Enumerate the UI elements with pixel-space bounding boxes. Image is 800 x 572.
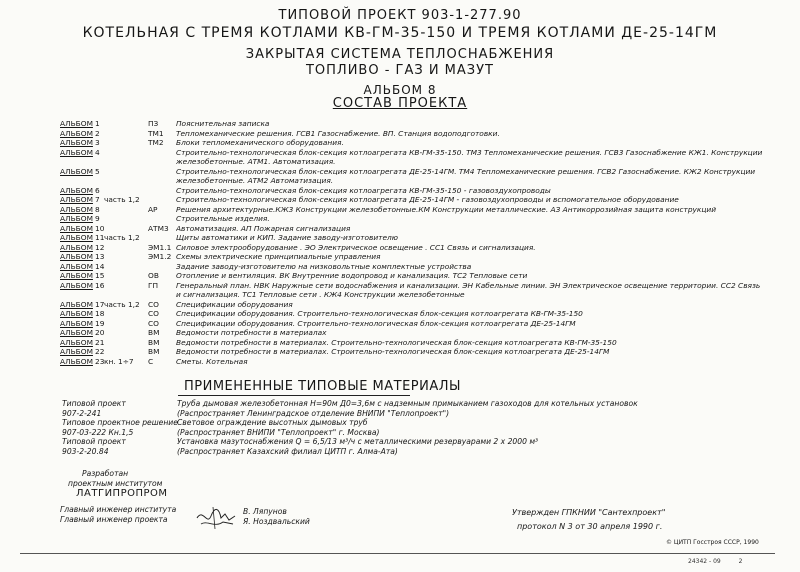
section-underline	[178, 395, 410, 396]
album-row	[0, 129, 800, 139]
album-description: Блоки тепломеханического оборудования.	[176, 138, 344, 147]
album-number: 16	[95, 280, 105, 290]
album-code: АР	[148, 204, 158, 214]
institute-name: ЛАТГИПРОПРОМ	[76, 488, 168, 499]
album-number: 3	[95, 138, 100, 147]
album-code: ГП	[148, 280, 159, 290]
album-code: СО	[148, 299, 159, 309]
developed-label: Разработан	[82, 469, 129, 478]
album-description: Строительно-технологическая блок-секция котлоагрегата ДЕ-25-14ГМ - газовоздухопроводы и вспомогательное оборудование	[176, 195, 679, 204]
album-part: часть 1,2	[104, 299, 140, 309]
album-description: Пояснительная записка	[176, 119, 270, 128]
album-number: 9	[95, 214, 100, 223]
composition-heading: СОСТАВ ПРОЕКТА	[332, 96, 468, 111]
album-label: АЛЬБОМ	[60, 271, 93, 280]
album-description: и сигнализация. ТС1 Тепловые сети . КЖ4 Конструкции железобетонные	[176, 290, 465, 299]
applied-description: Установка мазутоснабжения Q = 6,5/13 м³/ч с металлическими резервуарами 2 х 2000 м³	[177, 437, 539, 447]
album-number: 15	[95, 271, 105, 280]
album-row	[0, 319, 800, 329]
album-number: 10	[95, 223, 105, 233]
album-number: 1	[95, 119, 100, 128]
album-label: АЛЬБОМ	[60, 147, 93, 157]
album-row	[0, 167, 800, 177]
album-row	[0, 119, 800, 129]
album-label: АЛЬБОМ	[60, 280, 93, 290]
album-code: ВМ	[148, 347, 160, 356]
album-row	[0, 281, 800, 291]
signature-image	[195, 504, 237, 530]
album-description: Ведомости потребности в материалах	[176, 328, 327, 337]
album-title: АЛЬБОМ 8	[363, 83, 437, 97]
album-code: ПЗ	[148, 119, 159, 128]
album-description: Строительно-технологическая блок-секция котлоагрегата КВ-ГМ-35-150. ТМ3 Тепломеханические решения. ГСВ3 Газоснабжение КЖ1. Конструкции	[176, 147, 763, 157]
album-label: АЛЬБОМ	[60, 299, 93, 309]
album-label: АЛЬБОМ	[60, 214, 93, 223]
album-number: 2	[95, 128, 100, 138]
album-row	[0, 138, 800, 148]
album-number: 7	[95, 195, 100, 204]
album-row	[0, 214, 800, 224]
album-row	[0, 271, 800, 281]
album-label: АЛЬБОМ	[60, 223, 93, 233]
signer-name-2: Я. Ноздвальский	[243, 517, 310, 526]
album-description: Ведомости потребности в материалах. Строительно-технологическая блок-секция котлоагрегата КВ-ГМ-35-150	[176, 337, 617, 347]
album-description: Строительные изделия.	[176, 214, 270, 223]
applied-materials-title: ПРИМЕНЕННЫЕ ТИПОВЫЕ МАТЕРИАЛЫ	[184, 379, 462, 394]
album-number: 6	[95, 185, 100, 195]
album-description: железобетонные. АТМ1. Автоматизация.	[176, 157, 336, 166]
album-description: Тепломеханические решения. ГСВ1 Газоснабжение. ВП. Станция водоподготовки.	[176, 128, 500, 138]
chief-engineer-project: Главный инженер проекта	[60, 515, 168, 524]
album-row	[0, 195, 800, 205]
album-row	[0, 224, 800, 234]
album-description: Автоматизация. АП Пожарная сигнализация	[176, 223, 351, 233]
signer-name-1: В. Ляпунов	[243, 507, 287, 516]
album-code: СО	[148, 318, 159, 328]
album-description: Схемы электрические принципиальные управления	[176, 252, 381, 261]
album-number: 12	[95, 242, 105, 252]
fuel-type: ТОПЛИВО - ГАЗ И МАЗУТ	[305, 63, 494, 78]
applied-label: 903-2-20.84	[62, 447, 109, 456]
album-number: 8	[95, 204, 100, 214]
bottom-border	[20, 553, 775, 554]
album-code: АТМ3	[148, 223, 169, 233]
album-description: Решения архитектурные.КЖ3 Конструкции железобетонные.КМ Конструкции металлические. АЗ Антикоррозийная защита конструкций	[176, 204, 717, 214]
album-description: Ведомости потребности в материалах. Строительно-технологическая блок-секция котлоагрегата ДЕ-25-14ГМ	[176, 347, 610, 356]
applied-label: Типовое проектное решение	[62, 418, 178, 428]
album-row	[0, 252, 800, 262]
album-row	[0, 148, 800, 158]
album-part: часть 1,2	[104, 195, 140, 204]
album-description: Спецификации оборудования	[176, 299, 293, 309]
album-number: 21	[95, 337, 105, 347]
project-number: ТИПОВОЙ ПРОЕКТ 903-1-277.90	[278, 8, 522, 23]
album-part: кн. 1÷7	[104, 356, 134, 366]
album-label: АЛЬБОМ	[60, 204, 93, 214]
album-code: ЭМ1.2	[148, 252, 172, 261]
album-number: 5	[95, 166, 100, 176]
album-number: 23	[95, 356, 105, 366]
album-row	[0, 357, 800, 367]
album-description: Щиты автоматики и КИП. Задание заводу-изготовителю	[176, 233, 398, 242]
album-part: часть 1,2	[104, 233, 140, 242]
album-row	[0, 157, 800, 167]
album-description: Строительно-технологическая блок-секция котлоагрегата КВ-ГМ-35-150 - газовоздухопроводы	[176, 185, 551, 195]
album-label: АЛЬБОМ	[60, 347, 93, 356]
album-description: Задание заводу-изготовителю на низковольтные комплектные устройства	[176, 261, 472, 271]
album-number: 4	[95, 147, 100, 157]
project-title: КОТЕЛЬНАЯ С ТРЕМЯ КОТЛАМИ КВ-ГМ-35-150 И ТРЕМЯ КОТЛАМИ ДЕ-25-14ГМ	[82, 25, 718, 41]
album-label: АЛЬБОМ	[60, 233, 93, 242]
album-code: ТМ2	[148, 138, 164, 147]
sheet-number	[688, 558, 742, 565]
applied-label: Типовой проект	[62, 437, 126, 447]
institute-label: проектным институтом	[68, 479, 163, 488]
album-number: 11	[95, 233, 105, 242]
album-description: Силовое электрооборудование . ЭО Электрическое освещение . СС1 Связь и сигнализация.	[176, 242, 536, 252]
album-label: АЛЬБОМ	[60, 328, 93, 337]
album-number: 14	[95, 261, 105, 271]
album-code: ТМ1	[148, 128, 164, 138]
album-description: Генеральный план. НВК Наружные сети водоснабжения и канализации. ЭН Кабельные линии. ЭН Электрическое освещение территории. СС2 Связь	[176, 280, 761, 290]
album-description: Отопление и вентиляция. ВК Внутренние водопровод и канализация. ТС2 Тепловые сети	[176, 271, 528, 280]
heating-system: ЗАКРЫТАЯ СИСТЕМА ТЕПЛОСНАБЖЕНИЯ	[245, 47, 555, 62]
album-label: АЛЬБОМ	[60, 128, 93, 138]
album-label: АЛЬБОМ	[60, 119, 93, 128]
album-label: АЛЬБОМ	[60, 318, 93, 328]
album-number: 17	[95, 299, 105, 309]
album-code: ВМ	[148, 337, 160, 347]
album-code: ОВ	[148, 271, 159, 280]
album-row	[0, 328, 800, 338]
applied-label: 907-03-222 Кн.1,5	[62, 427, 134, 437]
copyright-text: © ЦИТП Госстроя СССР, 1990	[666, 539, 759, 546]
album-label: АЛЬБОМ	[60, 252, 93, 261]
album-row	[0, 262, 800, 272]
approval-text: Утвержден ГПКНИИ "Сантехпроект"	[512, 508, 666, 517]
album-number: 22	[95, 347, 105, 356]
applied-description: (Распространяет ВНИПИ "Теплопроект" г. Москва)	[177, 427, 380, 437]
album-description: железобетонные. АТМ2 Автоматизация.	[176, 176, 334, 185]
album-code: С	[148, 356, 154, 366]
album-label: АЛЬБОМ	[60, 185, 93, 195]
album-number: 13	[95, 252, 105, 261]
album-description: Строительно-технологическая блок-секция котлоагрегата ДЕ-25-14ГМ. ТМ4 Тепломеханические решения. ГСВ2 Газоснабжение. КЖ2 Конструкции	[176, 166, 756, 176]
album-description: Сметы. Котельная	[176, 356, 248, 366]
protocol-text: протокол N 3 от 30 апреля 1990 г.	[517, 522, 663, 531]
album-code: СО	[148, 309, 159, 318]
album-label: АЛЬБОМ	[60, 261, 93, 271]
sheet-index: 2	[738, 558, 743, 565]
applied-description: (Распространяет Казахский филиал ЦИТП г. Алма-Ата)	[177, 447, 398, 456]
album-row	[0, 309, 800, 319]
applied-description: Труба дымовая железобетонная Н=90м Д0=3,6м с надземным примыканием газоходов для котельных установок	[177, 399, 638, 408]
album-row	[0, 176, 800, 186]
album-number: 19	[95, 318, 105, 328]
album-number: 18	[95, 309, 105, 318]
album-code: ЭМ1.1	[148, 242, 172, 252]
album-label: АЛЬБОМ	[60, 195, 93, 204]
album-label: АЛЬБОМ	[60, 309, 93, 318]
applied-label: 907-2-241	[62, 408, 102, 418]
album-label: АЛЬБОМ	[60, 242, 93, 252]
album-row	[0, 186, 800, 196]
applied-description: (Распространяет Ленинградское отделение ВНИПИ "Теплопроект")	[177, 408, 450, 418]
album-number: 20	[95, 328, 105, 337]
album-row	[0, 347, 800, 357]
album-row	[0, 243, 800, 253]
album-label: АЛЬБОМ	[60, 337, 93, 347]
album-code: ВМ	[148, 328, 160, 337]
album-row	[0, 290, 800, 300]
applied-label: Типовой проект	[62, 399, 126, 408]
album-label: АЛЬБОМ	[60, 356, 93, 366]
album-row	[0, 338, 800, 348]
album-description: Спецификации оборудования. Строительно-технологическая блок-секция котлоагрегата КВ-ГМ-35-150	[176, 309, 583, 318]
chief-engineer-institute: Главный инженер института	[60, 505, 177, 514]
album-label: АЛЬБОМ	[60, 166, 93, 176]
album-row	[0, 300, 800, 310]
applied-description: Световое ограждение высотных дымовых труб	[177, 418, 368, 428]
album-row	[0, 205, 800, 215]
album-row	[0, 233, 800, 243]
album-description: Спецификации оборудования. Строительно-технологическая блок-секция котлоагрегата ДЕ-25-14ГМ	[176, 318, 576, 328]
sheet-code: 24342 - 09	[688, 558, 721, 565]
album-label: АЛЬБОМ	[60, 138, 93, 147]
